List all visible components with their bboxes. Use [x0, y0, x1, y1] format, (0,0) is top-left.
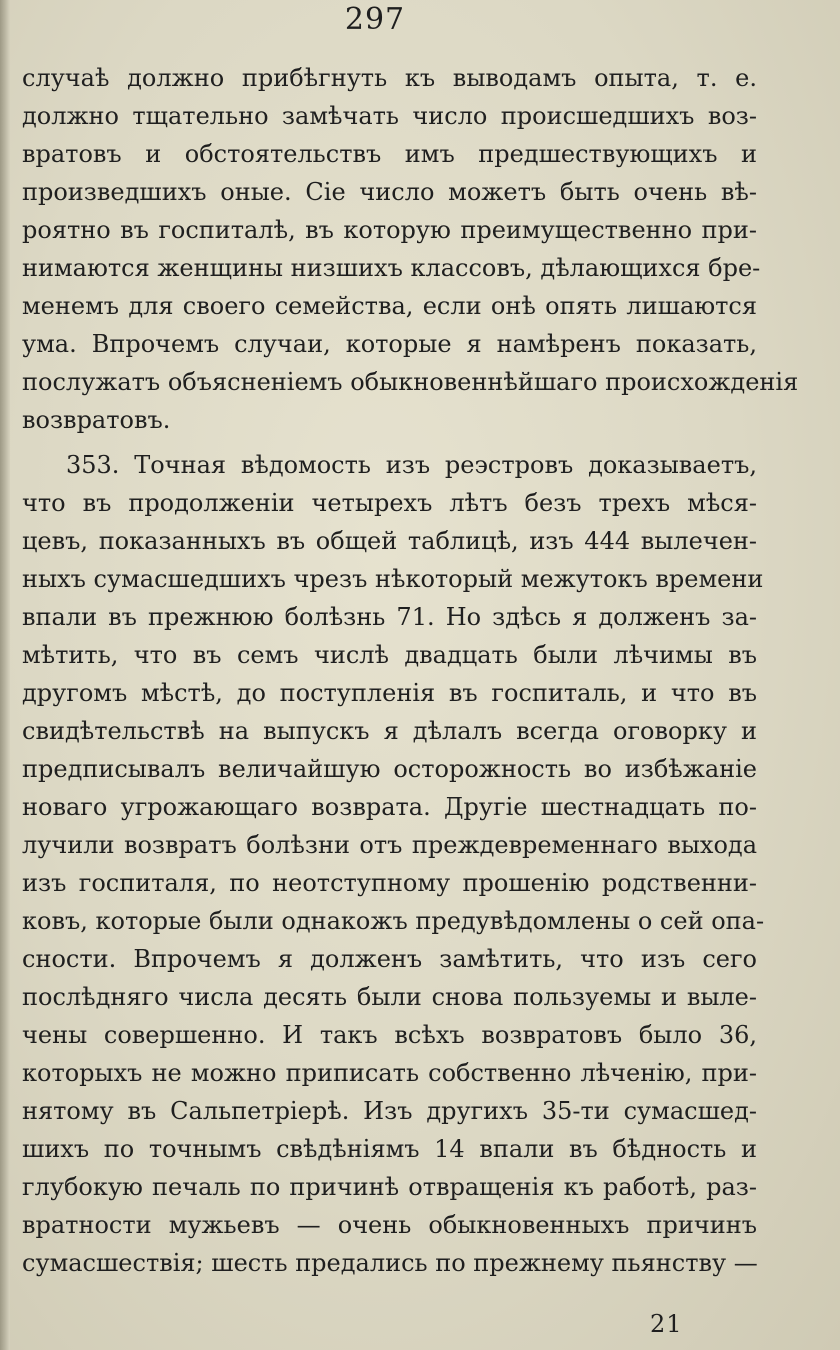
text-line: свидѣтельствѣ на выпускъ я дѣлалъ всегда оговорку и	[22, 717, 757, 745]
text-line: нимаются женщины низшихъ классовъ, дѣлающихся бре-	[22, 254, 761, 282]
text-line: роятно въ госпиталѣ, въ которую преимущественно при-	[22, 216, 757, 244]
text-line: послужатъ объясненіемъ обыкновеннѣйшаго происхожденія	[22, 368, 799, 396]
text-line: предписывалъ величайшую осторожность во избѣжаніе	[22, 755, 757, 783]
text-line: которыхъ не можно приписать собственно лѣченію, при-	[22, 1059, 757, 1087]
text-line: вратовъ и обстоятельствъ имъ предшествующихъ и	[22, 140, 757, 168]
text-line: возвратовъ.	[22, 406, 171, 434]
text-line: шихъ по точнымъ свѣдѣніямъ 14 впали въ бѣдность и	[22, 1135, 757, 1163]
text-line: изъ госпиталя, по неотступному прошенію родственни-	[22, 869, 757, 897]
text-line: глубокую печаль по причинѣ отвращенія къ работѣ, раз-	[22, 1173, 757, 1201]
text-line: мѣтить, что въ семъ числѣ двадцать были лѣчимы въ	[22, 641, 757, 669]
text-line: ума. Впрочемъ случаи, которые я намѣренъ показать,	[22, 330, 757, 358]
text-line: чены совершенно. И такъ всѣхъ возвратовъ было 36,	[22, 1021, 757, 1049]
text-line: нятому въ Сальпетріерѣ. Изъ другихъ 35-ти сумасшед-	[22, 1097, 757, 1125]
text-line: произведшихъ оные. Сіе число можетъ быть очень вѣ-	[22, 178, 757, 206]
text-line: что въ продолженіи четырехъ лѣтъ безъ трехъ мѣся-	[22, 489, 757, 517]
paragraph-start-line: 353. Точная вѣдомость изъ реэстровъ доказываетъ,	[66, 451, 757, 479]
page-number: 297	[344, 2, 406, 37]
text-line: вратности мужьевъ — очень обыкновенныхъ причинъ	[22, 1211, 757, 1239]
page-edge-shadow	[0, 0, 10, 1350]
text-line: сумасшествія; шесть предались по прежнему пьянству —	[22, 1249, 758, 1277]
text-line: ныхъ сумасшедшихъ чрезъ нѣкоторый межутокъ времени	[22, 565, 764, 593]
text-line: послѣдняго числа десять были снова пользуемы и выле-	[22, 983, 757, 1011]
text-line: другомъ мѣстѣ, до поступленія въ госпиталь, и что въ	[22, 679, 757, 707]
text-line: впали въ прежнюю болѣзнь 71. Но здѣсь я долженъ за-	[22, 603, 757, 631]
text-line: лучили возвратъ болѣзни отъ преждевременнаго выхода	[22, 831, 757, 859]
text-line: случаѣ должно прибѣгнуть къ выводамъ опыта, т. е.	[22, 64, 757, 92]
text-line: сности. Впрочемъ я долженъ замѣтить, что изъ сего	[22, 945, 757, 973]
text-line: ковъ, которые были однакожъ предувѣдомлены о сей опа-	[22, 907, 765, 935]
text-line: должно тщательно замѣчать число происшедшихъ воз-	[22, 102, 757, 130]
text-line: цевъ, показанныхъ въ общей таблицѣ, изъ 444 вылечен-	[22, 527, 757, 555]
text-line: новаго угрожающаго возврата. Другіе шестнадцать по-	[22, 793, 757, 821]
signature-mark: 21	[650, 1310, 683, 1338]
text-line: менемъ для своего семейства, если онѣ опять лишаются	[22, 292, 757, 320]
